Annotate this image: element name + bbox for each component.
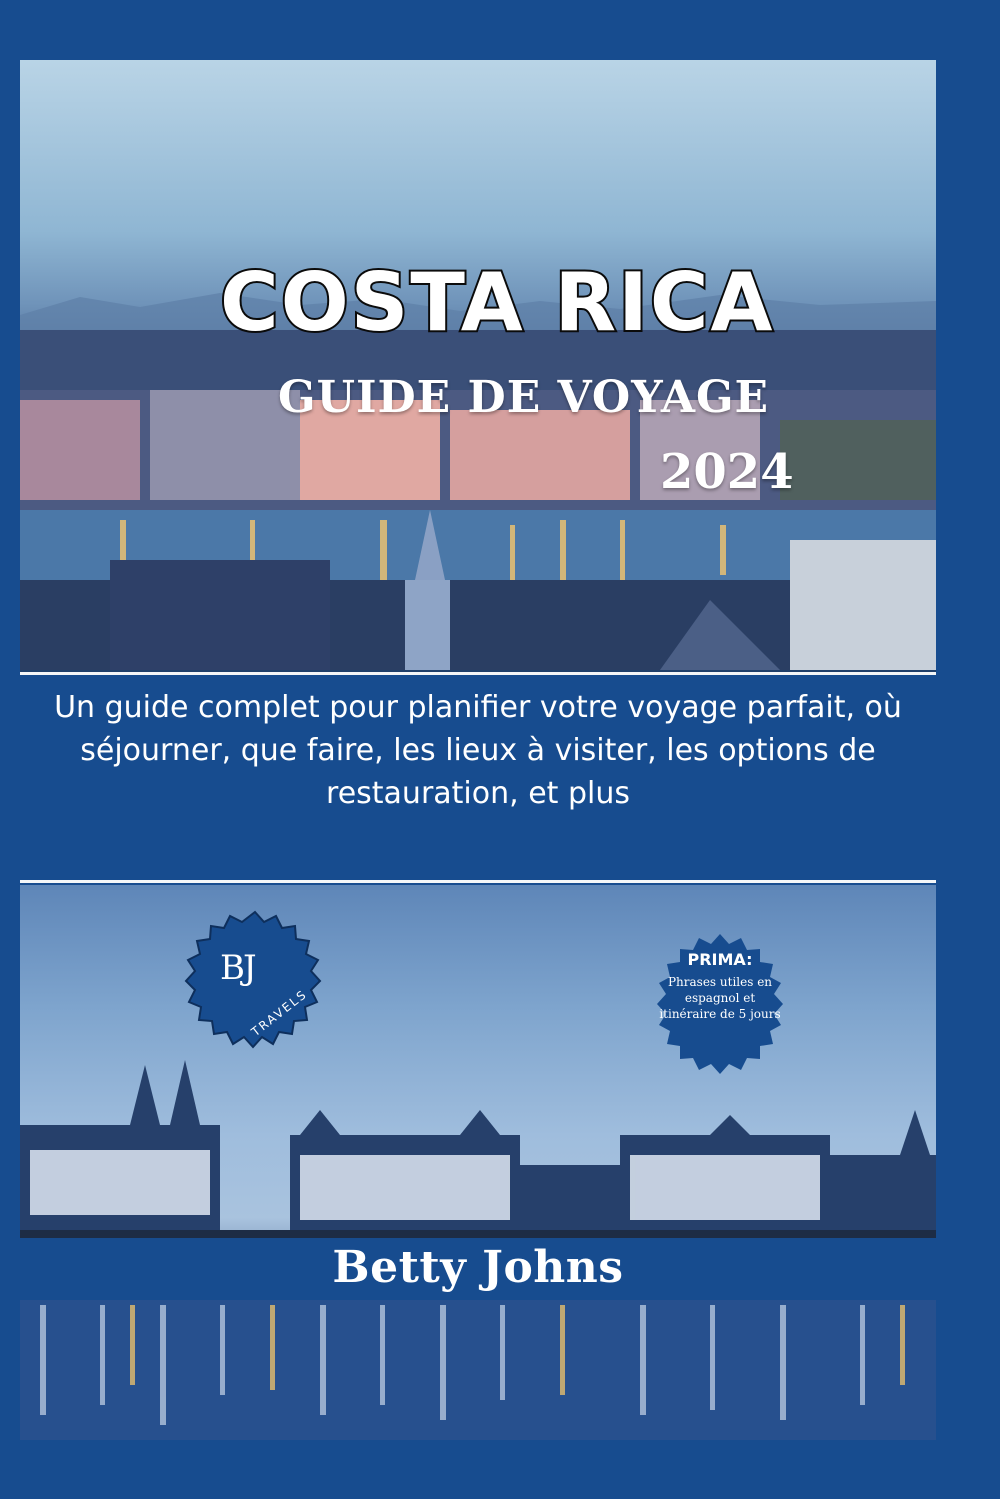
bonus-title: PRIMA: — [687, 950, 753, 969]
city-photo-bottom — [20, 885, 936, 1440]
book-description: Un guide complet pour planifier votre voyage parfait, où séjourner, que faire, les lieux à visiter, les options de restauration, et plus — [54, 690, 902, 811]
author-name: Betty Johns — [332, 1242, 624, 1293]
divider-top — [20, 672, 936, 675]
author-band — [20, 1238, 936, 1300]
book-title: COSTA RICA — [220, 256, 775, 349]
logo-word: TRAVELS — [248, 986, 310, 1040]
waterfront-graphic — [20, 885, 936, 1440]
book-subtitle-label: GUIDE DE VOYAGE — [278, 372, 770, 423]
logo-seal-shape — [180, 910, 330, 1060]
bonus-badge — [648, 932, 792, 1076]
divider-bottom — [20, 880, 936, 883]
city-photo-top — [20, 60, 936, 672]
book-year: 2024 — [660, 444, 794, 500]
publisher-logo-badge — [180, 910, 330, 1060]
bonus-text: Phrases utiles en espagnol et itinéraire de 5 jours — [659, 975, 781, 1021]
subtitle-band — [20, 676, 936, 879]
logo-initials: BJ — [220, 948, 255, 988]
